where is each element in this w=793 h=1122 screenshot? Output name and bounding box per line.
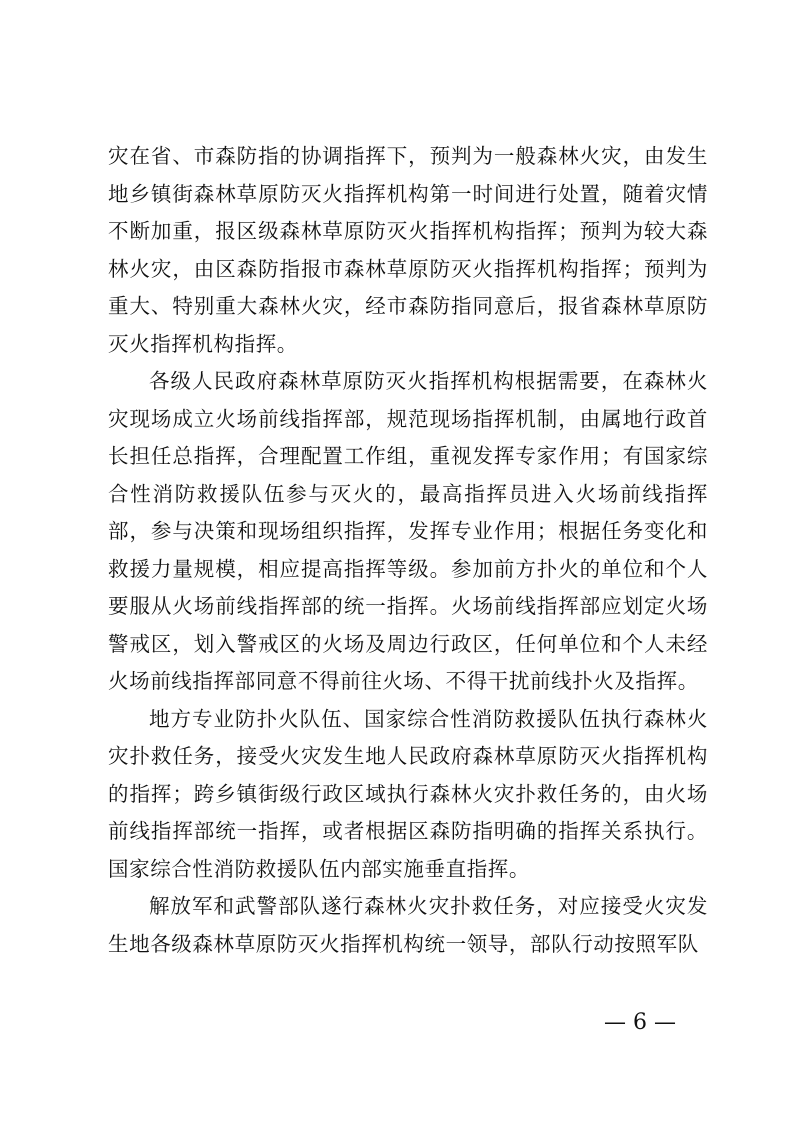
paragraph-1: 灾在省、市森防指的协调指挥下，预判为一般森林火灾，由发生地乡镇街森林草原防灭火指挥机构第一时间进行处置，随着灾情不断加重，报区级森林草原防灭火指挥机构指挥；预判为较大森林火灾，由区森防指报市森林草原防灭火指挥机构指挥；预判为重大、特别重大森林火灾，经市森防指同意后，报省森林草原防灭火指挥机构指挥。 (108, 144, 708, 356)
body-text (108, 138, 708, 963)
paragraph-2: 各级人民政府森林草原防灭火指挥机构根据需要，在森林火灾现场成立火场前线指挥部，规范现场指挥机制，由属地行政首长担任总指挥，合理配置工作组，重视发挥专家作用；有国家综合性消防救援队伍参与灭火的，最高指挥员进入火场前线指挥部，参与决策和现场组织指挥，发挥专业作用；根据任务变化和救援力量规模，相应提高指挥等级。参加前方扑火的单位和个人要服从火场前线指挥部的统一指挥。火场前线指挥部应划定火场警戒区，划入警戒区的火场及周边行政区，任何单位和个人未经火场前线指挥部同意不得前往火场、不得干扰前线扑火及指挥。 (108, 369, 708, 693)
paragraph-4: 解放军和武警部队遂行森林火灾扑救任务，对应接受火灾发生地各级森林草原防灭火指挥机构统一领导，部队行动按照军队 (108, 894, 708, 956)
page-number: — 6 — (604, 1010, 676, 1035)
paragraph-3: 地方专业防扑火队伍、国家综合性消防救援队伍执行森林火灾扑救任务，接受火灾发生地人民政府森林草原防灭火指挥机构的指挥；跨乡镇街级行政区域执行森林火灾扑救任务的，由火场前线指挥部统一指挥，或者根据区森防指明确的指挥关系执行。国家综合性消防救援队伍内部实施垂直指挥。 (108, 706, 708, 881)
